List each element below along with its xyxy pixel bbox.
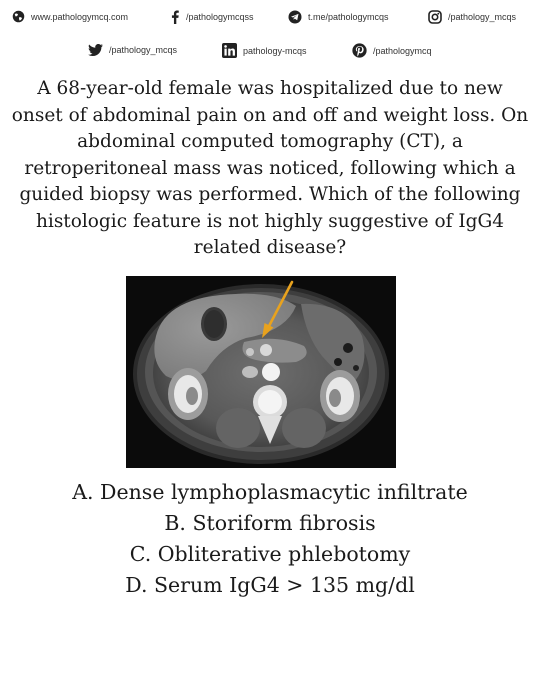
facebook-text: /pathologymcqss xyxy=(186,12,254,22)
instagram-link[interactable] xyxy=(428,10,516,24)
facebook-icon xyxy=(170,10,180,24)
linkedin-text: pathology-mcqs xyxy=(243,45,307,56)
instagram-icon xyxy=(428,10,442,24)
option-c[interactable]: C. Obliterative phlebotomy xyxy=(129,542,411,566)
answer-options xyxy=(0,477,540,601)
telegram-text: t.me/pathologymcqs xyxy=(308,12,389,22)
instagram-text: /pathology_mcqs xyxy=(448,12,517,22)
pinterest-text: /pathologymcq xyxy=(373,45,432,56)
facebook-link[interactable] xyxy=(170,10,254,24)
telegram-icon xyxy=(288,10,302,24)
linkedin-icon xyxy=(222,43,237,58)
social-row-top xyxy=(0,6,540,28)
twitter-text: /pathology_mcqs xyxy=(109,45,178,55)
social-row-bottom xyxy=(0,40,540,62)
question-text: A 68-year-old female was hospitalized due to new onset of abdominal pain on and off and weight loss. On abdominal computed tomography (CT), a retroperitoneal mass was noticed, following which a guided biopsy was performed. Which of the following histologic feature is not highly suggestive of IgG4 related disease? xyxy=(11,78,529,258)
option-a[interactable]: A. Dense lymphoplasmacytic infiltrate xyxy=(72,480,468,504)
globe-icon xyxy=(12,10,25,23)
pinterest-link[interactable] xyxy=(352,43,432,58)
twitter-icon xyxy=(88,44,103,56)
telegram-link[interactable] xyxy=(288,10,389,24)
pinterest-icon xyxy=(352,43,367,58)
option-b[interactable]: B. Storiform fibrosis xyxy=(164,511,376,535)
website-text: www.pathologymcq.com xyxy=(31,11,129,22)
linkedin-link[interactable] xyxy=(222,43,307,58)
option-d[interactable]: D. Serum IgG4 > 135 mg/dl xyxy=(125,573,415,597)
ct-scan-image xyxy=(126,276,396,468)
twitter-link[interactable] xyxy=(88,44,177,56)
ct-scan-drawing xyxy=(126,276,396,468)
website-link[interactable] xyxy=(12,10,128,23)
